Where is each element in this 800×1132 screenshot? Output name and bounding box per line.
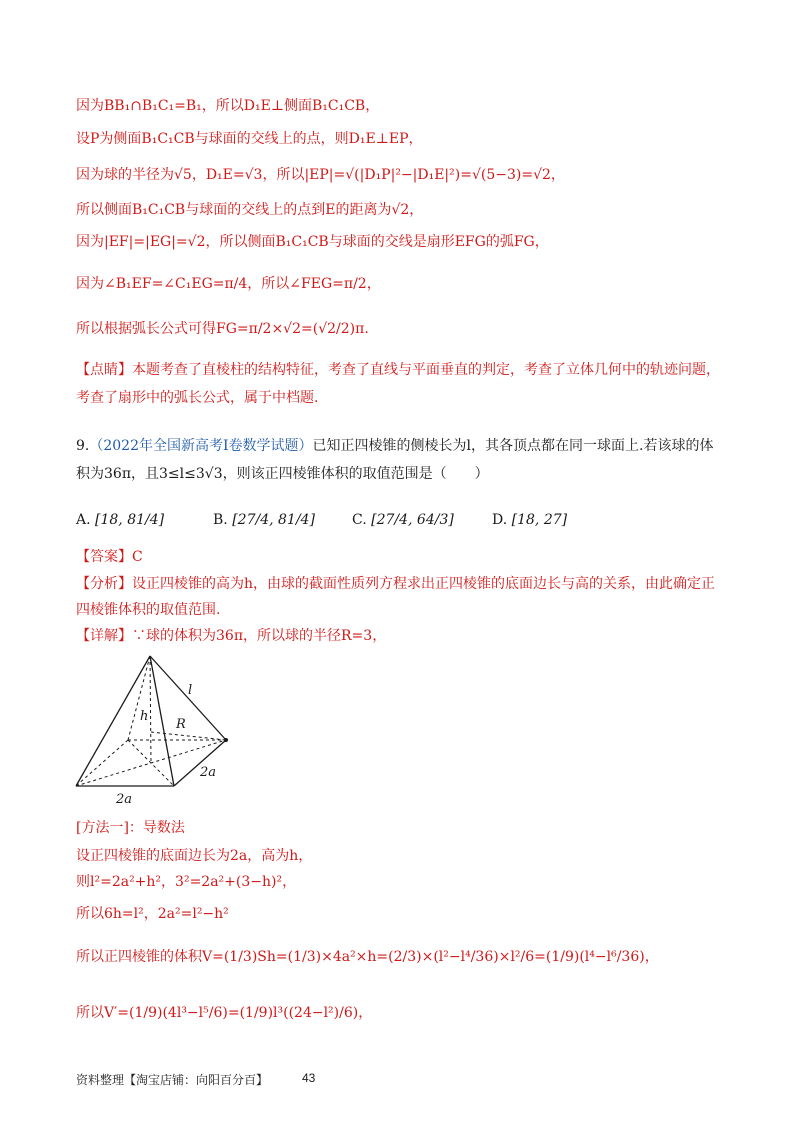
- detail-line: [76, 626, 740, 646]
- answer-value: C: [132, 549, 143, 565]
- answer-tag: 【答案】: [76, 549, 132, 565]
- solution-line-5: 因为|EF|=|EG|=√2，所以侧面B₁C₁CB与球面的交线是扇形EFG的弧FG，: [76, 234, 549, 250]
- option-a-value: [18, 81/4]: [95, 512, 165, 528]
- comment-line-1: [76, 360, 740, 380]
- solution-line-6: 因为∠B₁EF=∠C₁EG=π/4，所以∠FEG=π/2，: [76, 276, 381, 292]
- method1-line-4: 所以正四棱锥的体积V=(1/3)Sh=(1/3)×4a²×h=(2/3)×(l²−l⁴/36)×l²/6=(1/9)(l⁴−l⁶/36)，: [76, 949, 659, 965]
- option-c: [352, 510, 454, 530]
- question-line-1: [76, 436, 740, 456]
- edge-apex-right: [150, 656, 226, 740]
- solution-line-3: 因为球的半径为√5，D₁E=√3，所以|EP|=√(|D₁P|²−|D₁E|²)=√(5−3)=√2，: [76, 167, 565, 183]
- comment-tag: 【点睛】: [76, 362, 132, 378]
- option-b: [213, 510, 315, 530]
- option-d-label: D.: [492, 512, 508, 528]
- edge-base-left: [76, 740, 128, 786]
- label-side-2a: 2a: [200, 765, 217, 780]
- footer-source: 资料整理【淘宝店铺：向阳百分百】: [76, 1073, 269, 1087]
- option-b-label: B.: [213, 512, 228, 528]
- edge-apex-front-right: [150, 656, 174, 786]
- option-d-value: [18, 27]: [511, 512, 568, 528]
- label-h: h: [140, 709, 149, 724]
- answer-line: [76, 547, 740, 567]
- solution-line-4: 所以侧面B₁C₁CB与球面的交线上的点到E的距离为√2，: [76, 202, 424, 218]
- page-number: 43: [302, 1071, 316, 1085]
- option-b-value: [27/4, 81/4]: [232, 512, 315, 528]
- method1-line-1: 设正四棱锥的底面边长为2a，高为h，: [76, 848, 313, 864]
- label-l: l: [188, 683, 193, 698]
- detail-tag: 【详解】: [76, 628, 132, 644]
- analysis-line-1: [76, 574, 740, 594]
- method1-line-3: 所以6h=l²，2a²=l²−h²: [76, 906, 229, 922]
- pyramid-figure: [70, 650, 240, 810]
- question-text-1: 已知正四棱锥的侧棱长为l，其各顶点都在同一球面上.若该球的体: [312, 438, 714, 454]
- option-d: [492, 510, 567, 530]
- method1-line-2: 则l²=2a²+h²，3²=2a²+(3−h)²，: [76, 874, 297, 890]
- radius-line: [151, 732, 226, 740]
- comment-line-2: 考查了扇形中的弧长公式，属于中档题.: [76, 390, 319, 406]
- option-a-label: A.: [76, 512, 91, 528]
- comment-text-1: 本题考查了直棱柱的结构特征，考查了直线与平面垂直的判定，考查了立体几何中的轨迹问题，: [132, 362, 720, 378]
- analysis-line-2: 四棱锥体积的取值范围.: [76, 602, 221, 618]
- option-a: [76, 510, 164, 530]
- method1-line-5: 所以V′=(1/9)(4l³−l⁵/6)=(1/9)l³((24−l²)/6)，: [76, 1005, 373, 1021]
- height-line: [150, 656, 151, 763]
- edge-apex-front-left: [76, 656, 150, 786]
- detail-text: ∵球的体积为36π，所以球的半径R=3，: [132, 628, 387, 644]
- analysis-text-1: 设正四棱锥的高为h，由球的截面性质列方程求出正四棱锥的底面边长与高的关系，由此确定正: [132, 576, 716, 592]
- question-line-2: 积为36π，且3≤l≤3√3，则该正四棱锥体积的取值范围是（ ）: [76, 466, 489, 482]
- option-c-label: C.: [352, 512, 367, 528]
- solution-line-7: 所以根据弧长公式可得FG=π/2×√2=(√2/2)π.: [76, 321, 369, 337]
- solution-line-1: 因为BB₁∩B₁C₁=B₁，所以D₁E⊥侧面B₁C₁CB，: [76, 98, 380, 114]
- label-base-2a: 2a: [116, 792, 133, 807]
- solution-line-2: 设P为侧面B₁C₁CB与球面的交线上的点，则D₁E⊥EP，: [76, 131, 423, 147]
- label-R: R: [176, 717, 186, 732]
- edge-apex-back: [128, 656, 150, 740]
- question-number: 9.: [76, 438, 90, 454]
- question-source: （2022年全国新高考I卷数学试题）: [89, 438, 313, 454]
- method1-title: [方法一]：导数法: [76, 820, 185, 836]
- analysis-tag: 【分析】: [76, 576, 132, 592]
- base-right-vertex: [224, 738, 228, 742]
- option-c-value: [27/4, 64/3]: [371, 512, 454, 528]
